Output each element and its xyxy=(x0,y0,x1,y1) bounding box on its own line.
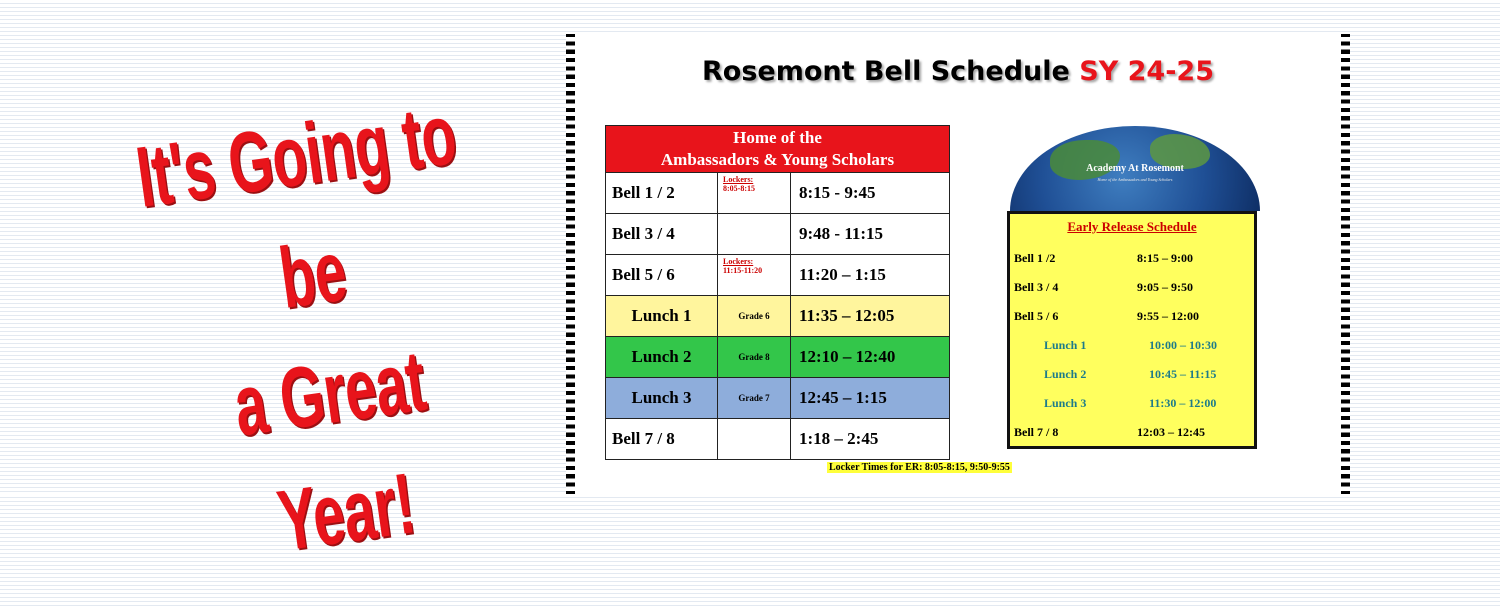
locker-note xyxy=(718,173,791,214)
bell-schedule-table xyxy=(605,125,950,460)
early-release-row xyxy=(1014,335,1250,355)
grade-label: Grade 7 xyxy=(718,378,791,419)
locker-times-note: Locker Times for ER: 8:05-8:15, 9:50-9:55 xyxy=(829,462,1010,473)
period-name: Lunch 2 xyxy=(606,337,718,378)
period-name: Bell 3 / 4 xyxy=(1014,280,1059,294)
early-release-panel xyxy=(1007,126,1263,449)
period-time: 9:48 - 11:15 xyxy=(791,214,950,255)
table-row xyxy=(606,214,950,255)
period-time: 11:30 – 12:00 xyxy=(1149,396,1217,410)
table-row xyxy=(606,419,950,460)
table-row-lunch-3 xyxy=(606,378,950,419)
period-time: 9:05 – 9:50 xyxy=(1137,280,1193,294)
period-time: 11:35 – 12:05 xyxy=(791,296,950,337)
locker-note-time: 8:05-8:15 xyxy=(723,184,755,193)
period-name: Bell 1 /2 xyxy=(1014,251,1056,265)
period-time: 8:15 - 9:45 xyxy=(791,173,950,214)
early-release-row xyxy=(1014,277,1250,297)
period-name: Bell 7 / 8 xyxy=(1014,425,1059,439)
period-time: 10:00 – 10:30 xyxy=(1149,338,1217,352)
table-header-line-2: Ambassadors & Young Scholars xyxy=(660,150,895,169)
early-release-row xyxy=(1014,306,1250,326)
table-row-lunch-2 xyxy=(606,337,950,378)
period-name: Bell 3 / 4 xyxy=(606,214,718,255)
schedule-title xyxy=(575,56,1341,87)
globe-title: Academy At Rosemont xyxy=(1086,163,1184,174)
table-row xyxy=(606,173,950,214)
early-release-box xyxy=(1007,211,1257,449)
early-release-title: Early Release Schedule xyxy=(1067,219,1197,234)
globe-logo xyxy=(1010,126,1260,211)
schedule-title-main: Rosemont Bell Schedule xyxy=(702,56,1070,87)
period-name: Bell 5 / 6 xyxy=(606,255,718,296)
table-header xyxy=(606,126,950,173)
table-row-lunch-1 xyxy=(606,296,950,337)
period-time: 11:20 – 1:15 xyxy=(791,255,950,296)
slogan-line-2: a Great Year! xyxy=(228,332,431,570)
period-name: Lunch 3 xyxy=(1044,396,1087,410)
period-time: 10:45 – 11:15 xyxy=(1149,367,1217,381)
period-time: 9:55 – 12:00 xyxy=(1137,309,1199,323)
table-row xyxy=(606,255,950,296)
period-name: Lunch 3 xyxy=(606,378,718,419)
period-time: 1:18 – 2:45 xyxy=(791,419,950,460)
locker-note-label: Lockers: xyxy=(723,257,754,266)
early-release-row xyxy=(1014,422,1250,442)
slogan-banner xyxy=(40,62,580,570)
locker-note xyxy=(718,255,791,296)
period-time: 8:15 – 9:00 xyxy=(1137,251,1193,265)
period-time: 12:45 – 1:15 xyxy=(791,378,950,419)
period-name: Bell 1 / 2 xyxy=(606,173,718,214)
grade-label: Grade 8 xyxy=(718,337,791,378)
period-name: Lunch 1 xyxy=(1044,338,1087,352)
period-time: 12:10 – 12:40 xyxy=(791,337,950,378)
locker-note-time: 11:15-11:20 xyxy=(723,266,763,275)
locker-note xyxy=(718,214,791,255)
grade-label: Grade 6 xyxy=(718,296,791,337)
early-release-row xyxy=(1014,248,1250,268)
grade-label xyxy=(718,419,791,460)
period-name: Bell 7 / 8 xyxy=(606,419,718,460)
early-release-row xyxy=(1014,393,1250,413)
early-release-row xyxy=(1014,364,1250,384)
period-name: Lunch 2 xyxy=(1044,367,1087,381)
period-time: 12:03 – 12:45 xyxy=(1137,425,1205,439)
table-header-line-1: Home of the xyxy=(733,128,822,147)
bell-schedule-sheet xyxy=(566,34,1350,494)
globe-subtitle: Home of the Ambassadors and Young Scholars xyxy=(1097,177,1173,182)
period-name: Bell 5 / 6 xyxy=(1014,309,1059,323)
locker-note-label: Lockers: xyxy=(723,175,754,184)
period-name: Lunch 1 xyxy=(606,296,718,337)
slogan-line-1: It's Going to be xyxy=(130,86,462,327)
schedule-title-year: SY 24-25 xyxy=(1079,56,1214,87)
